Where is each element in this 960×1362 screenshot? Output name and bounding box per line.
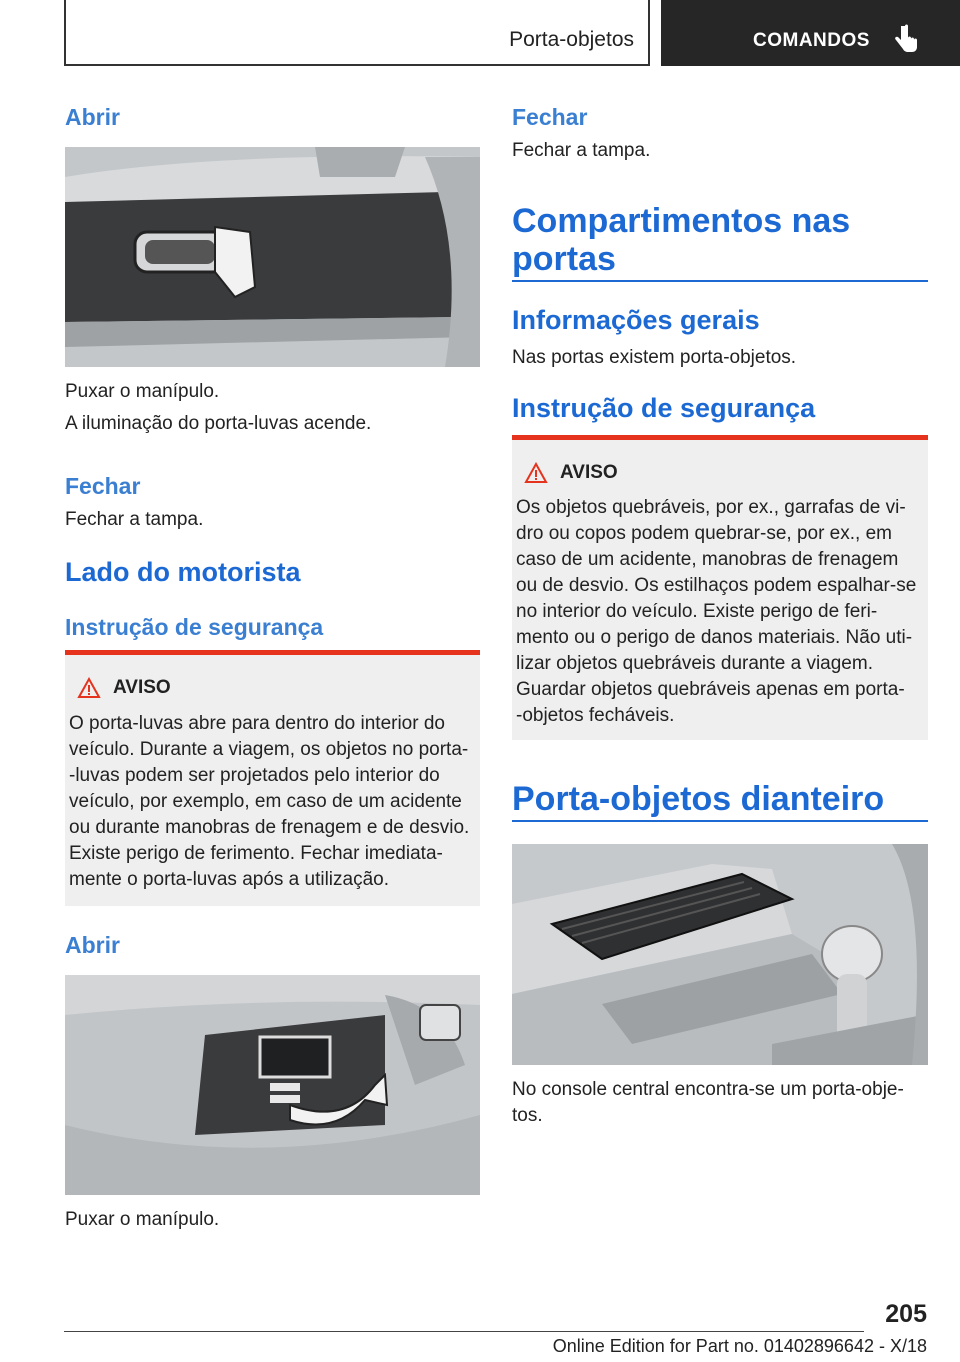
warning-title: AVISO <box>113 677 171 698</box>
paragraph-door-storage: Nas portas existem porta-objetos. <box>512 347 797 368</box>
header-chapter-tab <box>661 0 960 66</box>
warning-header <box>77 677 171 699</box>
driver-storage-illustration <box>65 975 480 1195</box>
warning-line: ou de desvio. Os estilhaços podem espalhar-se <box>516 575 917 596</box>
header-frame <box>64 0 650 66</box>
warning-box-glovebox <box>65 650 480 906</box>
paragraph-line: tos. <box>512 1105 543 1126</box>
pointing-hand-icon <box>894 24 920 54</box>
warning-line: no interior do veículo. Existe perigo de feri- <box>516 601 878 622</box>
header-section-title: Porta-objetos <box>509 28 634 51</box>
heading-safety-instruction-right: Instrução de segurança <box>512 393 816 423</box>
warning-line: mente o porta-luvas após a utilização. <box>69 869 390 890</box>
page-number: 205 <box>885 1300 927 1328</box>
heading-close: Fechar <box>65 473 141 499</box>
header-chapter-label: COMANDOS <box>753 30 870 51</box>
glovebox-handle-illustration <box>65 147 480 367</box>
warning-line: caso de um acidente, manobras de frenagem <box>516 549 899 570</box>
warning-header <box>524 462 618 484</box>
warning-line: Guardar objetos quebráveis apenas em porta- <box>516 679 905 700</box>
warning-line: dro ou copos podem quebrar-se, por ex., em <box>516 523 892 544</box>
paragraph-line: No console central encontra-se um porta-obje- <box>512 1079 904 1100</box>
footer-rule <box>64 1331 864 1332</box>
warning-line: O porta-luvas abre para dentro do interior do <box>69 713 445 734</box>
warning-line: mento ou o perigo de danos materiais. Não uti- <box>516 627 913 648</box>
heading-close-right: Fechar <box>512 104 588 130</box>
paragraph-center-console <box>512 1077 904 1129</box>
warning-text <box>516 495 924 729</box>
warning-line: -objetos fecháveis. <box>516 705 675 726</box>
heading-safety-instruction: Instrução de segurança <box>65 614 324 640</box>
title-line: portas <box>512 240 616 278</box>
center-console-illustration <box>512 844 928 1065</box>
title-front-storage: Porta-objetos dianteiro <box>512 780 885 818</box>
warning-line: Os objetos quebráveis, por ex., garrafas de vi- <box>516 497 906 518</box>
paragraph-close-lid: Fechar a tampa. <box>65 509 204 530</box>
heading-open-driver: Abrir <box>65 932 120 958</box>
warning-line: Existe perigo de ferimento. Fechar imediata- <box>69 843 443 864</box>
heading-open: Abrir <box>65 104 120 130</box>
warning-triangle-icon <box>77 677 101 699</box>
warning-line: ou durante manobras de frenagem e de desvio. <box>69 817 470 838</box>
heading-general-info: Informações gerais <box>512 305 760 335</box>
paragraph-close-lid-right: Fechar a tampa. <box>512 140 651 161</box>
warning-line: -luvas podem ser projetados pelo interior do <box>69 765 440 786</box>
paragraph-pull-handle: Puxar o manípulo. <box>65 381 220 402</box>
edition-note: Online Edition for Part no. 01402896642 - X/18 <box>552 1336 927 1356</box>
warning-line: lizar objetos quebráveis durante a viagem. <box>516 653 873 674</box>
section-rule <box>512 280 928 282</box>
warning-text <box>69 711 476 893</box>
paragraph-pull-handle-driver: Puxar o manípulo. <box>65 1209 220 1230</box>
warning-line: veículo, por exemplo, em caso de um acidente <box>69 791 462 812</box>
heading-driver-side: Lado do motorista <box>65 557 301 587</box>
warning-line: veículo. Durante a viagem, os objetos no porta- <box>69 739 469 760</box>
warning-box-doors <box>512 435 928 740</box>
warning-triangle-icon <box>524 462 548 484</box>
paragraph-light-on: A iluminação do porta-luvas acende. <box>65 413 372 434</box>
warning-title: AVISO <box>560 462 618 483</box>
title-line: Compartimentos nas <box>512 202 851 240</box>
section-rule <box>512 820 928 822</box>
title-door-compartments <box>512 202 850 278</box>
